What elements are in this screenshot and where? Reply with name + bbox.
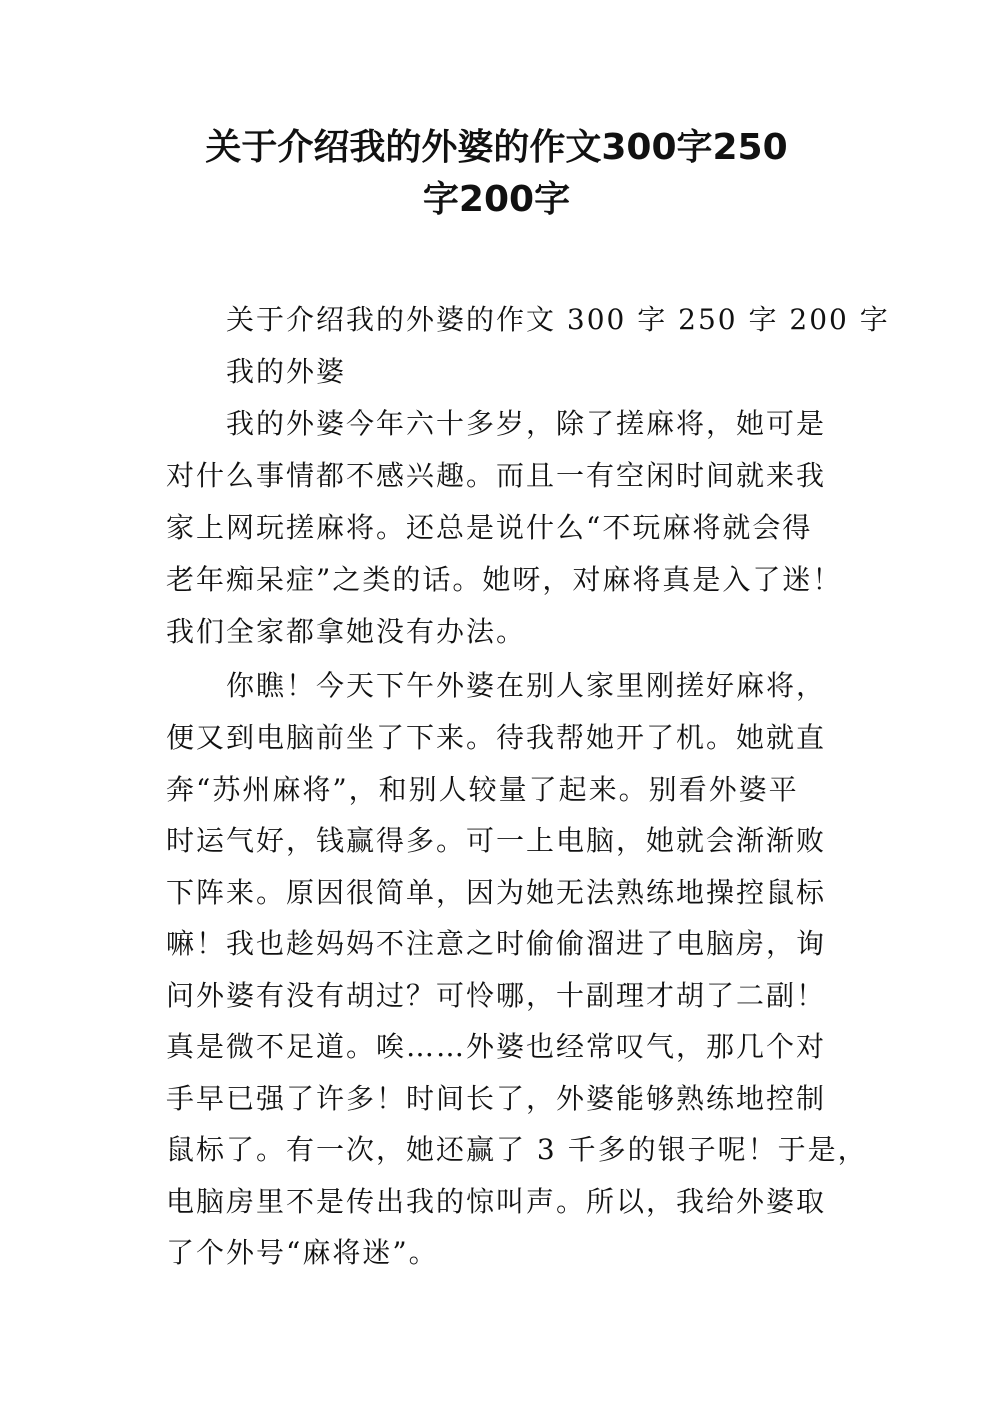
body-text-line: 电脑房里不是传出我的惊叫声。所以，我给外婆取 <box>166 1185 827 1218</box>
body-text-line: 我的外婆 <box>226 355 347 388</box>
body-text-line: 家上网玩搓麻将。还总是说什么“不玩麻将就会得 <box>166 511 813 544</box>
body-text-line: 我们全家都拿她没有办法。 <box>166 615 527 648</box>
body-text-line: 老年痴呆症”之类的话。她呀，对麻将真是入了迷！ <box>166 563 843 596</box>
body-text-line: 下阵来。原因很简单，因为她无法熟练地操控鼠标 <box>166 876 827 909</box>
body-text-line: 嘛！我也趁妈妈不注意之时偷偷溜进了电脑房，询 <box>166 927 827 960</box>
body-text-line: 了个外号“麻将迷”。 <box>166 1236 439 1269</box>
body-text-line: 关于介绍我的外婆的作文 300 字 250 字 200 字 <box>226 303 890 336</box>
body-text-line: 我的外婆今年六十多岁，除了搓麻将，她可是 <box>226 407 827 440</box>
body-text-line: 你瞧！今天下午外婆在别人家里刚搓好麻将， <box>226 669 827 702</box>
document-title-line-2: 字200字 <box>422 179 571 220</box>
body-text-line: 奔“苏州麻将”，和别人较量了起来。别看外婆平 <box>166 773 799 806</box>
body-text-line: 对什么事情都不感兴趣。而且一有空闲时间就来我 <box>166 459 827 492</box>
body-text-line: 手早已强了许多！时间长了，外婆能够熟练地控制 <box>166 1082 827 1115</box>
body-text-line: 时运气好，钱赢得多。可一上电脑，她就会渐渐败 <box>166 824 827 857</box>
document-title-line-1: 关于介绍我的外婆的作文300字250 <box>205 127 788 168</box>
body-text-line: 问外婆有没有胡过？可怜哪，十副理才胡了二副！ <box>166 979 827 1012</box>
body-text-line: 鼠标了。有一次，她还赢了 3 千多的银子呢！于是， <box>166 1133 868 1166</box>
body-text-line: 便又到电脑前坐了下来。待我帮她开了机。她就直 <box>166 721 827 754</box>
body-text-line: 真是微不足道。唉……外婆也经常叹气，那几个对 <box>166 1030 827 1063</box>
